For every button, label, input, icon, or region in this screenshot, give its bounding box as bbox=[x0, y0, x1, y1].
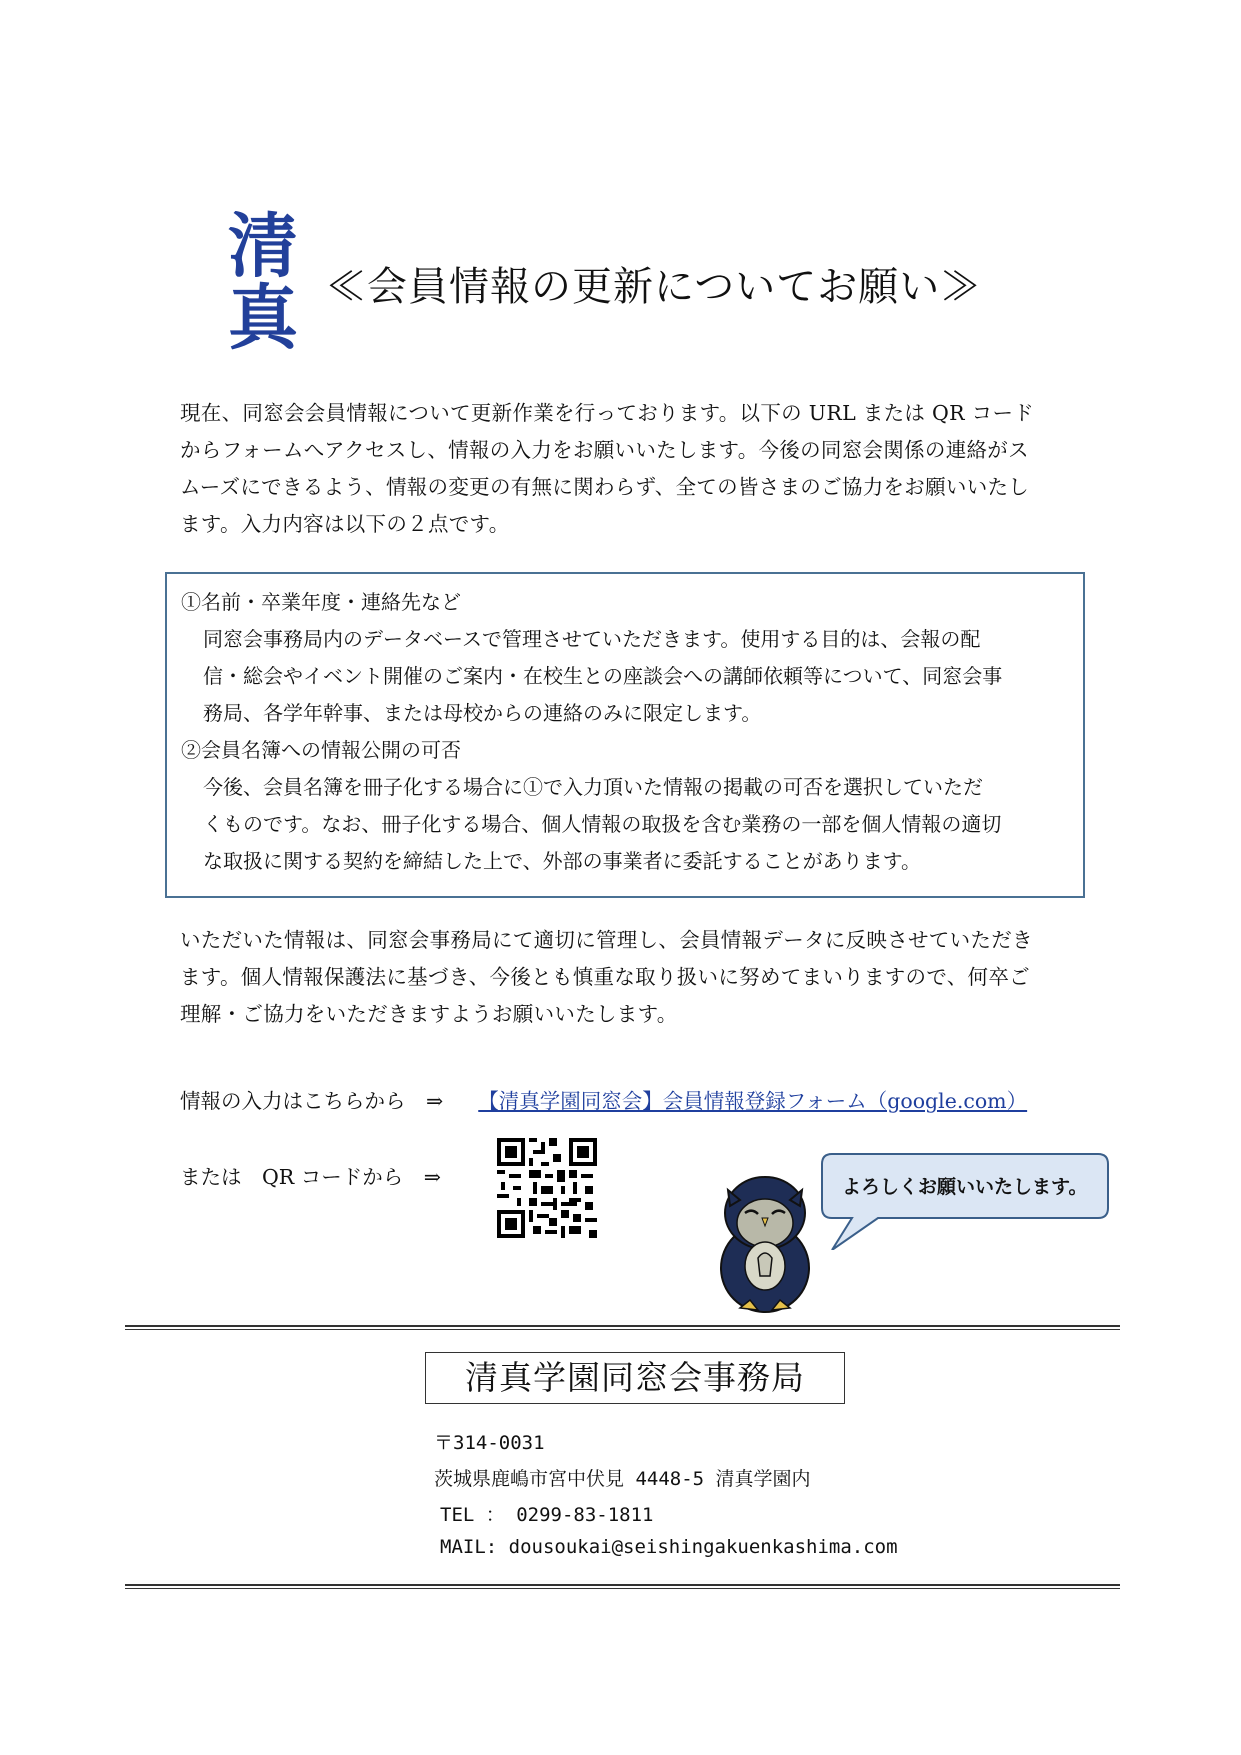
divider-top bbox=[125, 1325, 1120, 1330]
office-name: 清真学園同窓会事務局 bbox=[425, 1352, 845, 1404]
closing-line: いただいた情報は、同窓会事務局にて適切に管理し、会員情報データに反映させていただき bbox=[180, 928, 1033, 952]
divider-bottom bbox=[125, 1584, 1120, 1589]
logo-char-1: 清 bbox=[228, 204, 298, 287]
item1-heading: ①名前・卒業年度・連絡先など bbox=[181, 590, 461, 614]
qr-label: または QR コードから ⇒ bbox=[180, 1165, 441, 1189]
owl-mascot-illustration bbox=[700, 1168, 830, 1318]
intro-line: ます。入力内容は以下の２点です。 bbox=[180, 512, 510, 536]
item2-heading: ②会員名簿への情報公開の可否 bbox=[181, 738, 461, 762]
form-link-label: 情報の入力はこちらから ⇒ bbox=[180, 1089, 444, 1113]
item1-line: 務局、各学年幹事、または母校からの連絡のみに限定します。 bbox=[203, 701, 762, 725]
school-logo bbox=[222, 204, 304, 360]
intro-line: 現在、同窓会会員情報について更新作業を行っております。以下の URL または QR コード bbox=[180, 401, 1035, 425]
form-link-line bbox=[180, 1084, 1027, 1114]
office-address: 茨城県鹿嶋市宮中伏見 4448-5 清真学園内 bbox=[434, 1468, 811, 1490]
office-tel: TEL ： 0299-83-1811 bbox=[440, 1504, 654, 1526]
page-title: ≪会員情報の更新についてお願い≫ bbox=[326, 264, 982, 310]
speech-bubble-text: よろしくお願いいたします。 bbox=[842, 1176, 1088, 1198]
intro-line: からフォームへアクセスし、情報の入力をお願いいたします。今後の同窓会関係の連絡がス bbox=[180, 438, 1029, 462]
closing-paragraph bbox=[180, 922, 1070, 1033]
qr-code-image[interactable] bbox=[497, 1138, 597, 1238]
input-items-box bbox=[165, 572, 1085, 898]
item2-line: 今後、会員名簿を冊子化する場合に①で入力頂いた情報の掲載の可否を選択していただ bbox=[203, 775, 983, 799]
closing-line: 理解・ご協力をいただきますようお願いいたします。 bbox=[180, 1002, 678, 1026]
logo-char-2: 真 bbox=[228, 276, 298, 359]
speech-bubble-shape bbox=[818, 1150, 1112, 1250]
item1-line: 信・総会やイベント開催のご案内・在校生との座談会への講師依頼等について、同窓会事 bbox=[203, 664, 1003, 688]
item2-line: くものです。なお、冊子化する場合、個人情報の取扱を含む業務の一部を個人情報の適切 bbox=[203, 812, 1002, 836]
office-mail: MAIL: dousoukai@seishingakuenkashima.com bbox=[440, 1536, 898, 1558]
postal-code: 〒314-0031 bbox=[434, 1432, 545, 1454]
intro-line: ムーズにできるよう、情報の変更の有無に関わらず、全ての皆さまのご協力をお願いいたし bbox=[180, 475, 1030, 499]
form-link[interactable]: 【清真学園同窓会】会員情報登録フォーム（google.com） bbox=[478, 1089, 1028, 1113]
closing-line: ます。個人情報保護法に基づき、今後とも慎重な取り扱いに努めてまいりますので、何卒ご bbox=[180, 965, 1030, 989]
intro-paragraph bbox=[180, 395, 1070, 543]
item2-line: な取扱に関する契約を締結した上で、外部の事業者に委託することがあります。 bbox=[203, 849, 921, 873]
item1-line: 同窓会事務局内のデータベースで管理させていただきます。使用する目的は、会報の配 bbox=[203, 627, 981, 651]
